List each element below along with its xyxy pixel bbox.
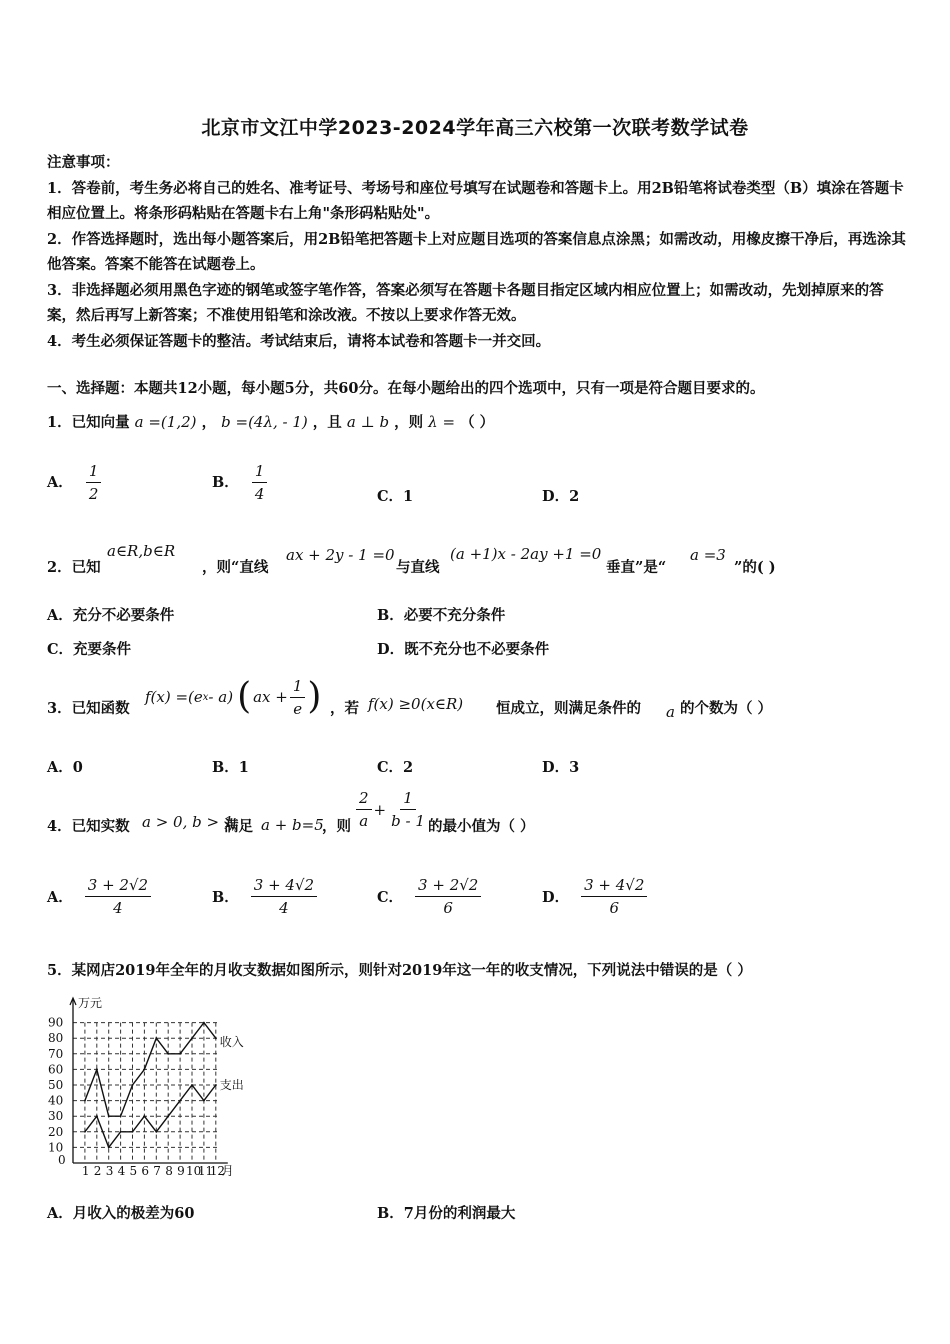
option-label: B． xyxy=(212,889,239,906)
q5-option-b[interactable] xyxy=(377,1202,515,1223)
x-tick-label: 12 xyxy=(209,1164,226,1178)
option-label: D． xyxy=(542,759,570,776)
section-heading: 一、选择题：本题共12小题，每小题5分，共60分。在每小题给出的四个选项中，只有一项是符合题目要求的。 xyxy=(47,380,765,397)
y-tick-label: 70 xyxy=(48,1046,64,1061)
data-point xyxy=(84,1100,86,1102)
q4-frac1-den: a xyxy=(359,812,369,830)
option-label: A． xyxy=(47,607,73,624)
q1-lambda: λ = xyxy=(428,413,456,431)
option-label: B． xyxy=(377,607,404,624)
option-text: 1 xyxy=(403,488,414,505)
x-tick-label: 5 xyxy=(129,1164,138,1178)
x-tick-label: 8 xyxy=(165,1164,173,1178)
option-label: B． xyxy=(212,474,239,491)
q1-option-d[interactable] xyxy=(542,485,579,506)
q3-variable-a: a xyxy=(666,703,675,721)
option-numerator: 1 xyxy=(252,462,268,483)
q4-expression xyxy=(356,789,428,830)
option-text: 既不充分也不必要条件 xyxy=(404,641,550,658)
option-label: B． xyxy=(212,759,239,776)
q3-stem-2: ，若 xyxy=(330,700,359,717)
option-numerator: 3 + 2√2 xyxy=(85,876,151,897)
data-point xyxy=(179,1053,181,1055)
x-tick-label: 9 xyxy=(177,1164,185,1178)
q2-line-2: (a +1)x - 2ay +1 =0 xyxy=(450,545,602,563)
data-point xyxy=(191,1037,193,1039)
q4-stem-1: 4．已知实数 xyxy=(47,818,130,835)
q3-func-exponent: x xyxy=(202,691,209,703)
q4-stem-3: ，则 xyxy=(322,818,351,835)
data-point xyxy=(203,1100,205,1102)
data-point xyxy=(84,1131,86,1133)
q4-frac1-num: 2 xyxy=(356,789,372,810)
x-tick-label: 4 xyxy=(117,1164,126,1178)
option-numerator: 3 + 2√2 xyxy=(415,876,481,897)
data-point xyxy=(96,1115,98,1117)
q5-stem: 5．某网店2019年全年的月收支数据如图所示，则针对2019年这一年的收支情况，下列说法中错误的是（ ） xyxy=(47,962,752,979)
q2-option-c[interactable] xyxy=(47,638,131,659)
q1-vector-b: b =(4λ, - 1) xyxy=(221,413,308,431)
q1-stem-4: ，则 xyxy=(394,414,424,431)
y-tick-label: 30 xyxy=(48,1109,64,1124)
q3-stem-3: 恒成立，则满足条件的 xyxy=(496,700,641,717)
q1-vector-a: a =(1,2) xyxy=(134,413,197,431)
q1-stem-2: ， xyxy=(201,414,217,431)
data-point xyxy=(132,1131,134,1133)
notice-item-3: 3．非选择题必须用黑色字迹的钢笔或签字笔作答，答案必须写在答题卡各题目指定区域内相应位置上；如需改动，先划掉原来的答案，然后再写上新答案；不准使用铅笔和涂改液。不按以上要求作答无效。 xyxy=(47,281,884,324)
notice-item-2: 2．作答选择题时，选出每小题答案后，用2B铅笔把答题卡上对应题目选项的答案信息点涂黑；如需改动，用橡皮擦干净后，再选涂其他答案。答案不能答在试题卷上。 xyxy=(47,230,906,273)
y-tick-label: 0 xyxy=(58,1153,66,1167)
q3-frac-den: e xyxy=(293,699,303,718)
data-point xyxy=(108,1115,110,1117)
option-text: 月收入的极差为60 xyxy=(72,1205,195,1222)
q3-func-part-3: ax + xyxy=(253,688,288,706)
series-label: 收入 xyxy=(219,1035,244,1050)
x-tick-label: 11 xyxy=(197,1164,214,1178)
x-tick-label: 1 xyxy=(81,1164,90,1178)
option-label: A． xyxy=(47,474,73,491)
x-tick-label: 2 xyxy=(93,1164,102,1178)
option-text: 充要条件 xyxy=(73,641,132,658)
q4-option-c[interactable] xyxy=(377,876,481,917)
q2-option-b[interactable] xyxy=(377,604,505,625)
option-text: 2 xyxy=(569,488,580,505)
data-point xyxy=(167,1115,169,1117)
option-numerator: 3 + 4√2 xyxy=(581,876,647,897)
y-tick-label: 90 xyxy=(48,1015,64,1030)
option-text: 充分不必要条件 xyxy=(72,607,175,624)
y-tick-label: 50 xyxy=(48,1078,64,1092)
option-label: A． xyxy=(47,759,73,776)
q1-option-b[interactable] xyxy=(212,462,267,503)
notice-heading: 注意事项： xyxy=(47,154,120,171)
option-label: C． xyxy=(377,488,404,505)
option-denominator: 4 xyxy=(279,899,289,917)
option-text: 2 xyxy=(403,759,414,776)
data-point xyxy=(191,1084,193,1086)
option-text: 0 xyxy=(72,759,83,776)
option-denominator: 6 xyxy=(443,899,453,917)
question-1 xyxy=(47,411,494,432)
data-point xyxy=(120,1115,122,1117)
q3-stem-4: 的个数为（ ） xyxy=(680,700,773,717)
option-label: D． xyxy=(542,488,570,505)
q2-option-d[interactable] xyxy=(377,638,549,659)
q4-plus: + xyxy=(373,800,387,819)
q1-option-c[interactable] xyxy=(377,485,413,506)
option-denominator: 2 xyxy=(88,485,99,503)
series-label: 支出 xyxy=(219,1078,244,1092)
option-label: D． xyxy=(542,889,570,906)
data-point xyxy=(132,1084,134,1086)
data-point xyxy=(155,1131,157,1133)
q4-frac2-den: b - 1 xyxy=(391,812,425,830)
data-point xyxy=(215,1037,217,1039)
option-text: 3 xyxy=(569,759,580,776)
x-tick-label: 7 xyxy=(153,1164,161,1178)
q2-stem-2: ，则“直线 xyxy=(202,559,269,576)
q3-left-paren: ( xyxy=(237,676,252,717)
q3-option-a[interactable] xyxy=(47,756,83,777)
data-point xyxy=(108,1147,110,1149)
option-label: A． xyxy=(47,1205,73,1222)
option-label: D． xyxy=(377,641,405,658)
x-tick-label: 6 xyxy=(141,1164,150,1178)
option-text: 1 xyxy=(238,759,249,776)
notice-item-1: 1．答卷前，考生务必将自己的姓名、准考证号、考场号和座位号填写在试题卷和答题卡上。用2B铅笔将试卷类型（B）填涂在答题卡相应位置上。将条形码粘贴在答题卡右上角"条形码粘贴处"。 xyxy=(47,179,904,222)
data-point xyxy=(215,1084,217,1086)
q4-option-b[interactable] xyxy=(212,876,317,917)
option-label: C． xyxy=(377,759,404,776)
option-text: 必要不充分条件 xyxy=(403,607,506,624)
option-label: A． xyxy=(47,889,73,906)
q4-option-d[interactable] xyxy=(542,876,647,917)
data-point xyxy=(155,1037,157,1039)
data-point xyxy=(144,1069,146,1071)
q4-condition: a > 0, b > 1 xyxy=(142,813,234,831)
q2-a-equals: a =3 xyxy=(690,546,726,564)
q2-stem-4: 垂直”是“ xyxy=(606,559,667,576)
notice-item-4: 4．考生必须保证答题卡的整洁。考试结束后，请将本试卷和答题卡一并交回。 xyxy=(47,332,551,350)
option-label: C． xyxy=(47,641,74,658)
q5-chart xyxy=(40,995,300,1180)
option-denominator: 4 xyxy=(254,485,265,503)
q3-func-part-1: f(x) =(e xyxy=(145,688,203,706)
q2-stem-1: 2．已知 xyxy=(47,559,101,576)
notice-block xyxy=(47,150,907,354)
data-point xyxy=(203,1022,205,1024)
y-tick-label: 40 xyxy=(48,1093,64,1108)
data-point xyxy=(120,1131,122,1133)
q2-condition: a∈R,b∈R xyxy=(107,542,176,560)
x-tick-label: 3 xyxy=(105,1164,114,1178)
q3-func-part-2: - a) xyxy=(208,688,234,706)
q3-option-c[interactable] xyxy=(377,756,413,777)
y-tick-label: 60 xyxy=(48,1062,64,1077)
x-axis-label: 月 xyxy=(221,1164,234,1178)
q1-perpendicular: a ⊥ b xyxy=(346,413,390,431)
q2-stem-5: ”的( ) xyxy=(734,559,776,576)
q4-option-a[interactable] xyxy=(47,876,151,917)
q2-stem-3: 与直线 xyxy=(396,559,440,576)
q3-function xyxy=(145,676,321,718)
q1-stem-3: ，且 xyxy=(312,414,342,431)
q3-right-paren: ) xyxy=(307,676,322,717)
q2-option-a[interactable] xyxy=(47,604,174,625)
y-tick-label: 20 xyxy=(48,1124,64,1139)
option-denominator: 6 xyxy=(609,899,619,917)
q4-stem-4: 的最小值为（ ） xyxy=(428,818,535,835)
q4-frac2-num: 1 xyxy=(400,789,416,810)
page-title: 北京市文江中学2023-2024学年高三六校第一次联考数学试卷 xyxy=(201,117,749,139)
data-point xyxy=(96,1069,98,1071)
data-point xyxy=(179,1100,181,1102)
q3-option-d[interactable] xyxy=(542,756,579,777)
y-axis-label: 万元 xyxy=(78,996,103,1010)
option-numerator: 3 + 4√2 xyxy=(251,876,317,897)
q1-stem-1: 1．已知向量 xyxy=(47,414,130,431)
q3-stem-1: 3．已知函数 xyxy=(47,700,130,717)
y-tick-label: 10 xyxy=(48,1140,64,1155)
q3-condition: f(x) ≥0(x∈R) xyxy=(368,695,464,713)
q5-option-a[interactable] xyxy=(47,1202,194,1223)
q2-line-1: ax + 2y - 1 =0 xyxy=(286,546,395,564)
option-denominator: 4 xyxy=(113,899,123,917)
q4-sum: a + b=5 xyxy=(261,816,324,834)
q4-stem-2: 满足 xyxy=(224,818,253,835)
option-numerator: 1 xyxy=(86,462,102,483)
option-text: 7月份的利润最大 xyxy=(403,1205,516,1222)
x-tick-label: 10 xyxy=(186,1164,202,1178)
option-label: B． xyxy=(377,1205,404,1222)
y-tick-label: 80 xyxy=(48,1031,64,1046)
q1-option-a[interactable] xyxy=(47,462,101,503)
option-label: C． xyxy=(377,889,404,906)
q1-stem-5: （ ） xyxy=(460,414,495,431)
data-point xyxy=(167,1053,169,1055)
q3-option-b[interactable] xyxy=(212,756,249,777)
data-point xyxy=(144,1115,146,1117)
q3-frac-num: 1 xyxy=(290,677,306,698)
